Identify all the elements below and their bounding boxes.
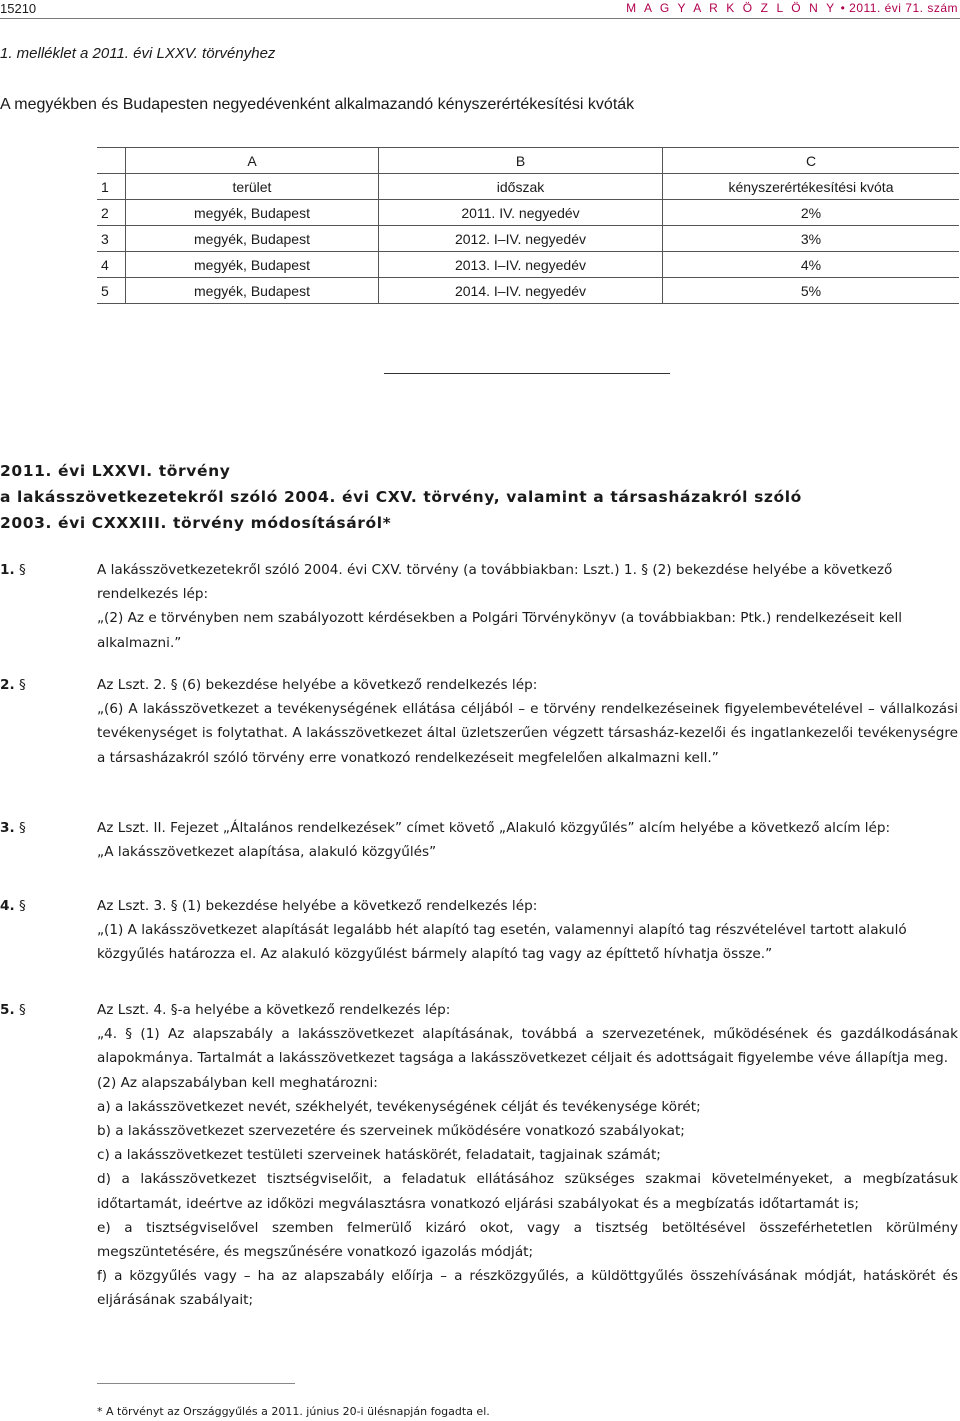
cell-period: 2014. I–IV. negyedév: [379, 278, 663, 304]
column-header-c: C: [663, 148, 960, 174]
quota-table: [97, 147, 959, 304]
table-row: [97, 174, 959, 200]
law-title: [0, 458, 940, 536]
law-title-line: 2003. évi CXXXIII. törvény módosításáról*: [0, 514, 392, 532]
footnote-rule: [97, 1383, 295, 1384]
section-text: Az Lszt. 3. § (1) bekezdése helyébe a következő rendelkezés lép:: [97, 898, 538, 914]
cell-period: 2011. IV. negyedév: [379, 200, 663, 226]
journal-name: M A G Y A R K Ö Z L Ö N Y: [626, 1, 837, 15]
section-text: „(6) A lakásszövetkezet a tevékenységének ellátása céljából – e törvény rendelkezéseinek figyelembevételével – vállalkozási tevékenységet is folytathat. A lakásszövetkezet által üzletszerűen végzett társasház-kezelői és ingatlankezelői tevékenységre a társasházakról szóló törvény erre vonatkozó rendelkezéseit megfelelően alkalmazni kell.”: [97, 701, 958, 766]
header-bullet: •: [840, 1, 846, 15]
table-row: [97, 200, 959, 226]
row-number: 5: [97, 278, 126, 304]
header-rule: [0, 18, 960, 19]
section-text: „(2) Az e törvényben nem szabályozott kérdésekben a Polgári Törvénykönyv (a továbbiakban: Ptk.) rendelkezéseit kell alkalmazni.”: [97, 610, 903, 651]
section-text: Az Lszt. 2. § (6) bekezdése helyébe a következő rendelkezés lép:: [97, 677, 538, 693]
paragraph-sign: §: [19, 820, 26, 836]
section-body: [97, 673, 958, 770]
annex-title: 1. melléklet a 2011. évi LXXV. törvényhez: [0, 45, 276, 62]
section-text: (2) Az alapszabályban kell meghatározni:: [97, 1074, 378, 1091]
table-title: A megyékben és Budapesten negyedévenként alkalmazandó kényszerértékesítési kvóták: [0, 96, 635, 113]
section-text: Az Lszt. II. Fejezet „Általános rendelkezések” címet követő „Alakuló közgyűlés” alcím helyébe a következő alcím lép:: [97, 820, 891, 836]
issue-number: 2011. évi 71. szám: [849, 1, 958, 15]
row-number: 3: [97, 226, 126, 252]
list-item: f) a közgyűlés vagy – ha az alapszabály előírja – a részközgyűlés, a küldöttgyűlés összehívásának módját, hatáskörét és eljárásának szabályait;: [97, 1268, 958, 1309]
section-text: A lakásszövetkezetekről szóló 2004. évi CXV. törvény (a továbbiakban: Lszt.) 1. § (2) bekezdése helyébe a következő rendelkezés lép:: [97, 562, 893, 603]
list-item: c) a lakásszövetkezet testületi szerveinek hatáskörét, feladatait, tagjainak számát;: [97, 1147, 661, 1164]
section-text: „A lakásszövetkezet alapítása, alakuló közgyűlés”: [97, 844, 437, 861]
column-header-a: A: [126, 148, 379, 174]
cell-area: megyék, Budapest: [126, 252, 379, 278]
section-text: „4. § (1) Az alapszabály a lakásszövetkezet alapításának, továbbá a szervezetének, működésének és gazdálkodásának alapokmánya. Tartalmát a lakásszövetkezet tagsága a lakásszövetkezet céljait és adottságait figyelembe véve állapítja meg.: [97, 1026, 958, 1067]
list-item: d) a lakásszövetkezet tisztségviselőit, a feladatuk ellátásához szükséges szakmai követelményeket, a megbízatásuk időtartamát, ideértve az időközi megválasztásra vonatkozó eljárási szabályokat és a megbízatás időtartamát is;: [97, 1171, 958, 1212]
table-header-row: [97, 148, 959, 174]
cell-quota: kényszerértékesítési kvóta: [663, 174, 960, 200]
cell-area: megyék, Budapest: [126, 200, 379, 226]
list-item: e) a tisztségviselővel szemben felmerülő kizáró okot, vagy a tisztség betöltésével összeférhetetlen körülmény megszüntetésére, és megszűnésére vonatkozó igazolás módját;: [97, 1219, 958, 1261]
table-row: [97, 278, 959, 304]
paragraph-sign: §: [19, 562, 26, 578]
section-number: 2.: [0, 677, 15, 693]
cell-area: terület: [126, 174, 379, 200]
law-title-line: 2011. évi LXXVI. törvény: [0, 462, 231, 480]
cell-quota: 2%: [663, 200, 960, 226]
list-item: b) a lakásszövetkezet szervezetére és szerveinek működésére vonatkozó szabályokat;: [97, 1123, 685, 1140]
separator-line: [384, 373, 670, 374]
section-body: [97, 558, 958, 655]
law-title-line: a lakásszövetkezetekről szóló 2004. évi CXV. törvény, valamint a társasházakról szóló: [0, 488, 802, 506]
cell-period: időszak: [379, 174, 663, 200]
row-number: 4: [97, 252, 126, 278]
list-item: a) a lakásszövetkezet nevét, székhelyét, tevékenységének célját és tevékenysége körét;: [97, 1098, 701, 1115]
section-body: [97, 816, 958, 864]
footnote: * A törvényt az Országgyűlés a 2011. június 20-i ülésnapján fogadta el.: [97, 1405, 490, 1418]
paragraph-sign: §: [19, 677, 26, 693]
column-header-b: B: [379, 148, 663, 174]
cell-quota: 3%: [663, 226, 960, 252]
section-number: 4.: [0, 898, 15, 914]
table-row: [97, 226, 959, 252]
table-corner-cell: [97, 148, 126, 174]
page-number: 15210: [0, 1, 37, 16]
cell-quota: 5%: [663, 278, 960, 304]
section-number: 1.: [0, 562, 15, 578]
section-body: [97, 894, 958, 967]
cell-quota: 4%: [663, 252, 960, 278]
cell-area: megyék, Budapest: [126, 226, 379, 252]
journal-header: [626, 1, 958, 15]
cell-period: 2013. I–IV. negyedév: [379, 252, 663, 278]
row-number: 1: [97, 174, 126, 200]
cell-period: 2012. I–IV. negyedév: [379, 226, 663, 252]
cell-area: megyék, Budapest: [126, 278, 379, 304]
table-row: [97, 252, 959, 278]
section-number: 3.: [0, 820, 15, 836]
section-body: [97, 998, 958, 1313]
paragraph-sign: §: [19, 1002, 26, 1018]
paragraph-sign: §: [19, 898, 26, 914]
section-text: Az Lszt. 4. §-a helyébe a következő rendelkezés lép:: [97, 1002, 451, 1018]
section-text: „(1) A lakásszövetkezet alapítását legalább hét alapító tag esetén, valamennyi alapító tag részvételével tartott alakuló közgyűlés határozza el. Az alakuló közgyűlést bármely alapító tag vagy az építtető hívhatja össze.”: [97, 922, 907, 963]
section-number: 5.: [0, 1002, 15, 1018]
row-number: 2: [97, 200, 126, 226]
